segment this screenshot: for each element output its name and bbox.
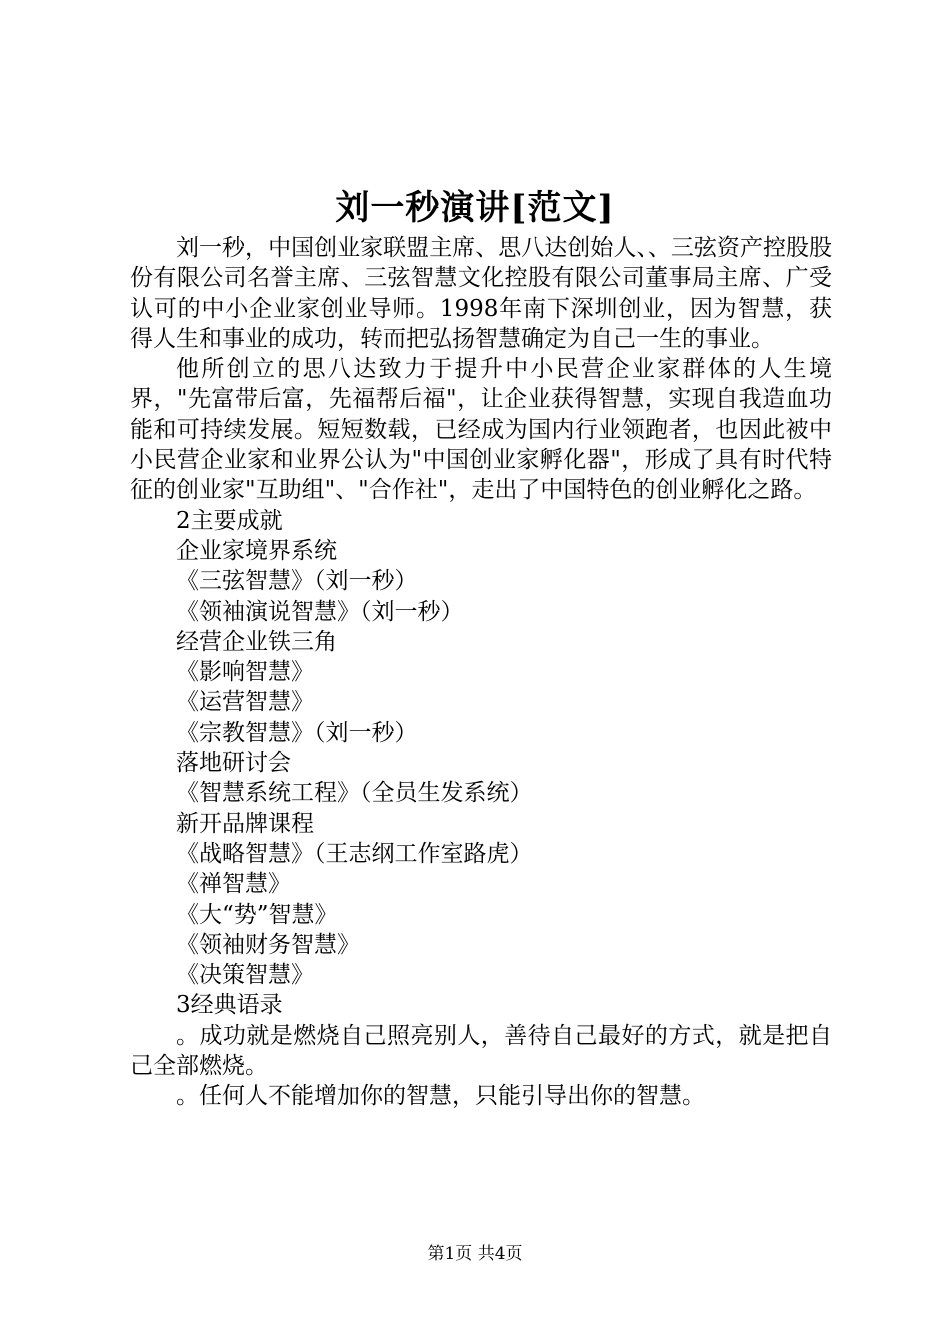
list-item: 《禅智慧》	[176, 871, 291, 898]
document-body	[130, 233, 832, 1112]
page-footer: 第1页 共4页	[427, 1244, 523, 1264]
paragraph-intro: 刘一秒，中国创业家联盟主席、思八达创始人、、三弦资产控股股份有限公司名誉主席、三弦智慧文化控股有限公司董事局主席、广受认可的中小企业家创业导师。1998年南下深圳创业，因为智慧，获得人生和事业的成功，转而把弘扬智慧确定为自己一生的事业。	[130, 235, 832, 352]
list-item: 《运营智慧》	[176, 689, 314, 716]
list-item: 企业家境界系统	[176, 537, 337, 564]
list-item: 经营企业铁三角	[176, 628, 337, 655]
list-item: 《决策智慧》	[176, 962, 314, 989]
list-item: 落地研讨会	[176, 750, 291, 777]
list-item: 《战略智慧》（王志纲工作室路虎）	[176, 840, 533, 867]
quote-paragraph: 。成功就是燃烧自己照亮别人，善待自己最好的方式，就是把自己全部燃烧。	[130, 1022, 832, 1080]
list-item: 新开品牌课程	[176, 810, 314, 837]
list-item: 《宗教智慧》（刘一秒）	[176, 719, 418, 746]
section-heading-quotes: 3经典语录	[176, 992, 283, 1019]
paragraph-company: 他所创立的思八达致力于提升中小民营企业家群体的人生境界，"先富带后富，先福帮后福"，让企业获得智慧，实现自我造血功能和可持续发展。短短数载，已经成为国内行业领跑者，也因此被中小民营企业家和业界公认为"中国创业家孵化器"，形成了具有时代特征的创业家"互助组"、"合作社"，走出了中国特色的创业孵化之路。	[130, 356, 832, 504]
list-item: 《领袖财务智慧》	[176, 931, 360, 958]
document-title: 刘一秒演讲[范文]	[335, 188, 615, 228]
list-item: 《影响智慧》	[176, 659, 314, 686]
list-item: 《三弦智慧》（刘一秒）	[176, 568, 418, 595]
section-heading-achievements: 2主要成就	[176, 507, 283, 534]
list-item: 《大“势”智慧》	[176, 901, 338, 928]
list-item: 《智慧系统工程》（全员生发系统）	[176, 780, 533, 807]
quote-paragraph: 。任何人不能增加你的智慧，只能引导出你的智慧。	[176, 1083, 705, 1110]
list-item: 《领袖演说智慧》（刘一秒）	[176, 598, 464, 625]
